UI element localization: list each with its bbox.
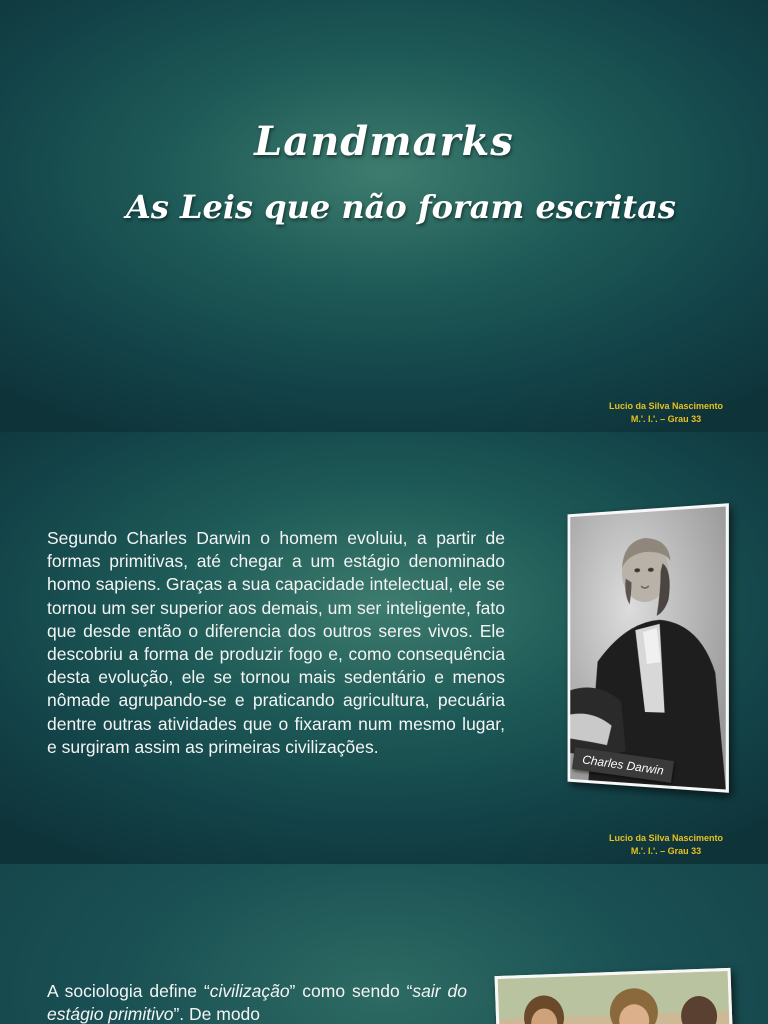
people-photo: [495, 968, 734, 1024]
author-name: Lucio da Silva Nascimento: [608, 401, 724, 411]
slide-paragraph: [47, 980, 467, 1024]
portrait-image: [570, 507, 725, 790]
author-degree: M.'. I.'. – Grau 33: [630, 414, 702, 424]
slide-subtitle: As Leis que não foram escritas: [126, 188, 676, 226]
slide-paragraph: Segundo Charles Darwin o homem evoluiu, a partir de formas primitivas, até chegar a um estágio denominado homo sapiens. Graças a sua capacidade intelectual, ele se tornou um ser superior aos demais, um ser inteligente, fato que desde então o diferencia dos outros seres vivos. Ele descobriu a forma de produzir fogo e, como consequência desta evolução, ele se tornou mais sedentário e menos nômade agrupando-se e praticando agricultura, pecuária dentre outras atividades que o fixaram num mesmo lugar, e surgiram assim as primeiras civilizações.: [47, 528, 505, 757]
title-slide: [0, 0, 768, 432]
civilization-slide: [0, 864, 768, 1024]
author-name: Lucio da Silva Nascimento: [608, 833, 724, 843]
photo-image: [498, 971, 731, 1024]
paragraph-emphasis-definition: sair do estágio primitivo: [47, 981, 467, 1024]
author-credit: [586, 400, 746, 426]
slide-title: Landmarks: [254, 118, 514, 165]
author-credit: [586, 832, 746, 858]
darwin-slide: [0, 432, 768, 864]
paragraph-emphasis-civilization: civilização: [209, 981, 290, 1001]
paragraph-text-middle: ” como sendo “: [289, 981, 413, 1001]
paragraph-text-start: A sociologia define “: [47, 981, 210, 1001]
paragraph-text-end: ”. De modo: [173, 1004, 261, 1024]
author-degree: M.'. I.'. – Grau 33: [630, 846, 702, 856]
photo-caption: Charles Darwin: [572, 747, 674, 783]
